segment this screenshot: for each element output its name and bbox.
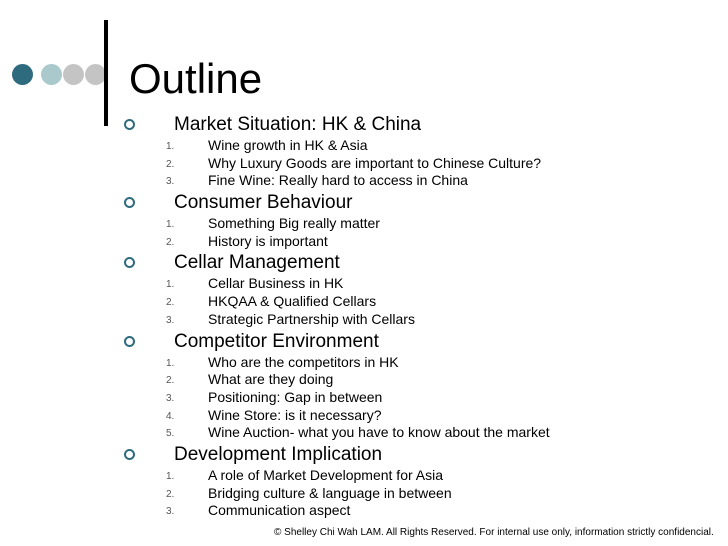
title-divider	[104, 20, 108, 126]
list-item	[0, 407, 728, 425]
section-heading	[0, 250, 728, 275]
slide-title: Outline	[129, 55, 263, 102]
list-item-text: Wine Auction- what you have to know about the market	[208, 424, 550, 441]
ring-bullet-icon	[124, 119, 135, 130]
list-item	[0, 389, 728, 407]
list-item-number: 1.	[166, 357, 175, 369]
dot-dark	[12, 64, 33, 85]
list-item-number: 1.	[166, 279, 175, 291]
list-item-number: 5.	[166, 428, 175, 440]
dot-light	[41, 64, 62, 85]
list-item-number: 4.	[166, 410, 175, 422]
list-item	[0, 233, 728, 251]
list-item	[0, 172, 728, 190]
list-item	[0, 371, 728, 389]
list-item-number: 1.	[166, 219, 175, 231]
outline-section	[0, 329, 728, 442]
list-item-text: Strategic Partnership with Cellars	[208, 310, 415, 327]
list-item-number: 2.	[166, 375, 175, 387]
section-heading	[0, 112, 728, 137]
list-item	[0, 155, 728, 173]
list-item-number: 1.	[166, 470, 175, 482]
list-item-text: Bridging culture & language in between	[208, 484, 452, 501]
section-label: Competitor Environment	[174, 330, 379, 352]
dot-grey-2	[85, 64, 106, 85]
list-item-text: Fine Wine: Really hard to access in China	[208, 172, 468, 189]
list-item-text: History is important	[208, 232, 328, 249]
copyright-footer: © Shelley Chi Wah LAM. All Rights Reserved. For internal use only, information strictly confidencial.	[274, 527, 714, 538]
list-item-number: 2.	[166, 297, 175, 309]
decorative-dots	[12, 64, 96, 86]
list-item-number: 3.	[166, 392, 175, 404]
section-label: Consumer Behaviour	[174, 192, 353, 214]
list-item	[0, 137, 728, 155]
list-item-text: A role of Market Development for Asia	[208, 466, 443, 483]
list-item-text: Positioning: Gap in between	[208, 388, 383, 405]
list-item-number: 2.	[166, 158, 175, 170]
ring-bullet-icon	[124, 336, 135, 347]
list-item-text: Cellar Business in HK	[208, 275, 344, 292]
outline-section	[0, 250, 728, 328]
list-item	[0, 502, 728, 520]
section-heading	[0, 190, 728, 215]
list-item-text: What are they doing	[208, 371, 334, 388]
list-item-number: 3.	[166, 314, 175, 326]
ring-bullet-icon	[124, 257, 135, 268]
section-label: Development Implication	[174, 443, 383, 465]
list-item-number: 2.	[166, 236, 175, 248]
list-item-text: Who are the competitors in HK	[208, 353, 399, 370]
list-item-number: 2.	[166, 488, 175, 500]
ring-bullet-icon	[124, 197, 135, 208]
section-label: Market Situation: HK & China	[174, 114, 422, 135]
section-heading	[0, 442, 728, 467]
list-item	[0, 215, 728, 233]
dot-grey-1	[63, 64, 84, 85]
list-item	[0, 275, 728, 293]
list-item	[0, 467, 728, 485]
list-item	[0, 354, 728, 372]
list-item-text: HKQAA & Qualified Cellars	[208, 293, 377, 310]
list-item-text: Wine growth in HK & Asia	[208, 137, 368, 153]
list-item-text: Something Big really matter	[208, 215, 380, 232]
list-item-number: 3.	[166, 506, 175, 518]
list-item	[0, 311, 728, 329]
outline-section	[0, 112, 728, 190]
section-heading	[0, 329, 728, 354]
outline-section	[0, 190, 728, 250]
section-label: Cellar Management	[174, 252, 340, 274]
list-item-text: Communication aspect	[208, 502, 351, 519]
list-item	[0, 424, 728, 442]
list-item-number: 1.	[166, 141, 175, 152]
list-item	[0, 293, 728, 311]
list-item-text: Why Luxury Goods are important to Chinese Culture?	[208, 154, 542, 171]
list-item	[0, 485, 728, 503]
list-item-text: Wine Store: is it necessary?	[208, 406, 382, 423]
outline-section	[0, 442, 728, 520]
ring-bullet-icon	[124, 449, 135, 460]
list-item-number: 3.	[166, 176, 175, 188]
outline-content	[0, 112, 728, 520]
